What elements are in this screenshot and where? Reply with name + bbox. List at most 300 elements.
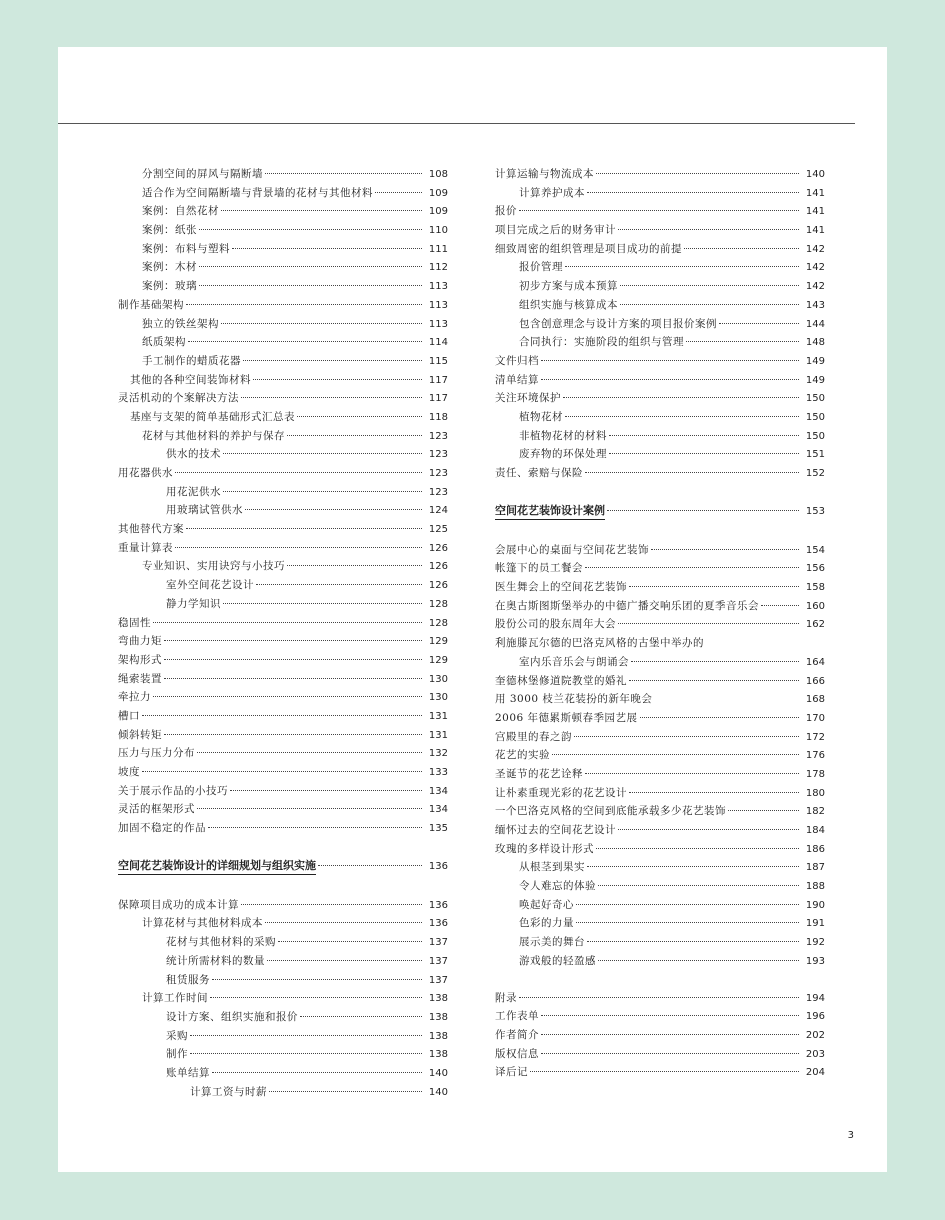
toc-leader-dots — [300, 1016, 422, 1017]
toc-page-number: 132 — [428, 748, 448, 760]
toc-entry[interactable] — [495, 258, 825, 277]
toc-entry[interactable] — [495, 240, 825, 259]
toc-entry[interactable] — [495, 427, 825, 446]
toc-entry-title: 适合作为空间隔断墙与背景墙的花材与其他材料 — [142, 186, 373, 199]
toc-entry[interactable] — [118, 277, 448, 296]
toc-entry[interactable] — [495, 802, 825, 821]
toc-leader-dots — [164, 734, 422, 735]
toc-entry[interactable] — [495, 389, 825, 408]
toc-entry[interactable] — [495, 296, 825, 315]
toc-leader-dots — [585, 773, 799, 774]
toc-entry[interactable] — [495, 352, 825, 371]
toc-entry[interactable] — [495, 1007, 825, 1026]
toc-entry[interactable] — [495, 333, 825, 352]
toc-page-number: 156 — [805, 563, 825, 575]
toc-entry[interactable] — [495, 464, 825, 483]
toc-entry-title: 压力与压力分布 — [118, 747, 195, 760]
toc-page-number: 151 — [805, 449, 825, 461]
toc-entry[interactable] — [495, 184, 825, 203]
toc-leader-dots — [212, 979, 422, 980]
toc-page-number: 114 — [428, 337, 448, 349]
toc-entry-title: 设计方案、组织实施和报价 — [166, 1010, 298, 1023]
toc-page-number: 154 — [805, 544, 825, 556]
toc-leader-dots — [609, 435, 799, 436]
toc-entry-title: 专业知识、实用诀窍与小技巧 — [142, 560, 285, 573]
toc-entry[interactable] — [495, 559, 825, 578]
toc-page-number: 126 — [428, 561, 448, 573]
toc-leader-dots — [620, 304, 799, 305]
toc-entry[interactable] — [495, 445, 825, 464]
toc-entry-title: 初步方案与成本预算 — [519, 280, 618, 293]
toc-page-number: 187 — [805, 862, 825, 874]
toc-page-number: 148 — [805, 337, 825, 349]
toc-leader-dots — [596, 848, 799, 849]
toc-page-number: 204 — [805, 1067, 825, 1079]
toc-leader-dots — [552, 754, 799, 755]
toc-entry[interactable] — [118, 408, 448, 427]
toc-leader-dots — [574, 736, 799, 737]
toc-entry[interactable] — [495, 914, 825, 933]
toc-entry[interactable] — [118, 464, 448, 483]
toc-entry-title: 玫瑰的多样设计形式 — [495, 842, 594, 855]
toc-entry-title: 用 3000 枝兰花装扮的新年晚会 — [495, 693, 653, 706]
toc-entry-title: 案例：木材 — [142, 261, 197, 274]
toc-spacer — [118, 838, 448, 856]
toc-page-number: 170 — [805, 712, 825, 724]
toc-page-number: 123 — [428, 449, 448, 461]
toc-leader-dots — [596, 173, 799, 174]
toc-page-number: 117 — [428, 374, 448, 386]
toc-leader-dots — [587, 192, 799, 193]
toc-entry-title: 色彩的力量 — [519, 917, 574, 930]
toc-leader-dots — [175, 472, 422, 473]
toc-page-number: 166 — [805, 675, 825, 687]
toc-entry[interactable] — [118, 501, 448, 520]
toc-entry-title: 圣诞节的花艺诠释 — [495, 767, 583, 780]
toc-entry-title: 室外空间花艺设计 — [166, 579, 254, 592]
toc-entry-title: 重量计算表 — [118, 541, 173, 554]
toc-page-number: 129 — [428, 654, 448, 666]
toc-leader-dots — [175, 547, 422, 548]
toc-leader-dots — [719, 323, 799, 324]
toc-leader-dots — [164, 659, 422, 660]
toc-section-heading[interactable] — [118, 856, 448, 878]
toc-leader-dots — [190, 1035, 422, 1036]
toc-entry[interactable] — [495, 765, 825, 784]
toc-leader-dots — [565, 416, 799, 417]
toc-entry[interactable] — [118, 520, 448, 539]
toc-leader-dots — [541, 1015, 799, 1016]
toc-entry-title: 用花泥供水 — [166, 485, 221, 498]
toc-entry[interactable] — [118, 651, 448, 670]
toc-entry-title: 缅怀过去的空间花艺设计 — [495, 824, 616, 836]
toc-entry[interactable] — [118, 1045, 448, 1064]
toc-entry-title: 花艺的实验 — [495, 749, 550, 762]
toc-leader-dots — [318, 865, 422, 866]
toc-page-number: 113 — [428, 281, 448, 293]
toc-entry[interactable] — [118, 914, 448, 933]
toc-leader-dots — [530, 1071, 799, 1072]
toc-page-number: 140 — [428, 1067, 448, 1079]
toc-leader-dots — [631, 661, 799, 662]
toc-page-number: 190 — [805, 899, 825, 911]
toc-leader-dots — [197, 808, 422, 809]
toc-entry[interactable] — [118, 1064, 448, 1083]
toc-entry[interactable] — [118, 333, 448, 352]
toc-page-number: 186 — [805, 843, 825, 855]
toc-entry[interactable] — [118, 688, 448, 707]
toc-entry-title: 分割空间的屏风与隔断墙 — [142, 168, 263, 180]
toc-leader-dots — [607, 510, 799, 511]
toc-entry-title: 空间花艺装饰设计案例 — [495, 503, 605, 520]
toc-entry-title: 计算养护成本 — [519, 186, 585, 199]
toc-page-number: 144 — [805, 318, 825, 330]
toc-entry-title: 灵活的框架形式 — [118, 803, 195, 816]
toc-entry[interactable] — [495, 952, 825, 971]
toc-entry[interactable] — [495, 597, 825, 616]
toc-page-number: 141 — [805, 225, 825, 237]
toc-entry[interactable] — [495, 1063, 825, 1082]
toc-leader-dots — [210, 997, 422, 998]
toc-spacer — [495, 523, 825, 541]
toc-leader-dots — [212, 1072, 422, 1073]
toc-leader-dots — [620, 285, 799, 286]
toc-entry[interactable] — [118, 240, 448, 259]
book-page — [58, 47, 887, 1172]
toc-entry-title: 统计所需材料的数量 — [166, 954, 265, 967]
toc-page-number: 193 — [805, 955, 825, 967]
toc-entry[interactable] — [118, 184, 448, 203]
toc-entry-title: 帐篷下的员工餐会 — [495, 562, 583, 575]
toc-leader-dots — [186, 528, 422, 529]
toc-entry-title: 附录 — [495, 991, 517, 1004]
toc-entry[interactable] — [118, 614, 448, 633]
toc-leader-dots — [223, 491, 422, 492]
toc-entry[interactable] — [118, 389, 448, 408]
toc-leader-dots — [241, 397, 422, 398]
toc-page-number: 129 — [428, 636, 448, 648]
toc-entry[interactable] — [495, 728, 825, 747]
toc-page-number: 138 — [428, 1030, 448, 1042]
toc-leader-dots — [208, 827, 422, 828]
toc-entry-title: 清单结算 — [495, 373, 539, 386]
toc-entry[interactable] — [118, 782, 448, 801]
toc-page-number: 192 — [805, 937, 825, 949]
toc-entry-title: 细致周密的组织管理是项目成功的前提 — [495, 242, 682, 255]
toc-entry-title: 计算运输与物流成本 — [495, 168, 594, 180]
toc-entry[interactable] — [118, 315, 448, 334]
toc-entry[interactable] — [495, 858, 825, 877]
toc-entry[interactable] — [118, 557, 448, 576]
toc-leader-dots — [232, 248, 422, 249]
toc-page-number: 142 — [805, 243, 825, 255]
toc-left-column — [118, 165, 448, 1101]
toc-entry[interactable] — [118, 539, 448, 558]
toc-leader-dots — [609, 453, 799, 454]
toc-entry[interactable] — [118, 296, 448, 315]
toc-entry[interactable] — [118, 800, 448, 819]
toc-entry[interactable] — [495, 840, 825, 859]
toc-leader-dots — [223, 453, 422, 454]
toc-page-number: 141 — [805, 206, 825, 218]
toc-entry-title: 包含创意理念与设计方案的项目报价案例 — [519, 317, 717, 330]
toc-entry-title: 花材与其他材料的采购 — [166, 936, 276, 949]
toc-entry[interactable] — [495, 690, 825, 709]
toc-leader-dots — [297, 416, 422, 417]
toc-leader-dots — [541, 1034, 799, 1035]
toc-spacer — [495, 971, 825, 989]
toc-entry-title: 2006 年德累斯顿春季园艺展 — [495, 711, 638, 724]
toc-entry[interactable] — [495, 784, 825, 803]
toc-leader-dots — [587, 866, 799, 867]
toc-page-number: 130 — [428, 673, 448, 685]
toc-leader-dots — [265, 173, 422, 174]
toc-page-number: 142 — [805, 262, 825, 274]
toc-entry[interactable] — [118, 952, 448, 971]
toc-page-number: 172 — [805, 731, 825, 743]
toc-leader-dots — [585, 472, 799, 473]
toc-entry-title: 版权信息 — [495, 1047, 539, 1060]
toc-entry-title: 在奥古斯图斯堡举办的中德广播交响乐团的夏季音乐会 — [495, 599, 759, 612]
toc-entry[interactable] — [495, 989, 825, 1008]
toc-page-number: 111 — [428, 243, 448, 255]
toc-leader-dots — [585, 567, 799, 568]
toc-entry[interactable] — [118, 595, 448, 614]
page-number: 3 — [847, 1130, 854, 1141]
toc-leader-dots — [256, 584, 422, 585]
toc-entry[interactable] — [118, 427, 448, 446]
toc-leader-dots — [684, 248, 799, 249]
toc-entry-title: 游戏般的轻盈感 — [519, 954, 596, 967]
toc-entry-title: 账单结算 — [166, 1066, 210, 1079]
toc-entry[interactable] — [495, 746, 825, 765]
toc-page-number: 150 — [805, 393, 825, 405]
toc-page-number: 178 — [805, 768, 825, 780]
toc-leader-dots — [221, 323, 422, 324]
toc-leader-dots — [199, 266, 422, 267]
toc-page-number: 134 — [428, 804, 448, 816]
toc-entry[interactable] — [495, 541, 825, 560]
toc-entry-title: 灵活机动的个案解决方法 — [118, 392, 239, 405]
toc-leader-dots — [269, 1091, 422, 1092]
toc-right-column — [495, 165, 825, 1082]
toc-entry-title: 作者简介 — [495, 1028, 539, 1041]
toc-entry[interactable] — [118, 971, 448, 990]
toc-entry[interactable] — [118, 445, 448, 464]
toc-entry[interactable] — [495, 896, 825, 915]
toc-page-number: 137 — [428, 974, 448, 986]
toc-leader-dots — [618, 829, 799, 830]
toc-page-number: 108 — [428, 169, 448, 180]
toc-page-number: 168 — [805, 694, 825, 706]
toc-entry-title: 制作基础架构 — [118, 298, 184, 311]
toc-entry[interactable] — [495, 408, 825, 427]
toc-entry-title: 医生舞会上的空间花艺装饰 — [495, 581, 627, 594]
toc-page-number: 131 — [428, 710, 448, 722]
toc-entry-title: 报价 — [495, 205, 517, 218]
toc-entry[interactable] — [118, 483, 448, 502]
toc-entry[interactable] — [118, 1008, 448, 1027]
toc-leader-dots — [761, 605, 799, 606]
toc-entry[interactable] — [118, 221, 448, 240]
toc-entry[interactable] — [118, 576, 448, 595]
toc-entry-title: 其他替代方案 — [118, 523, 184, 536]
toc-entry-title: 倾斜转矩 — [118, 728, 162, 741]
toc-entry[interactable] — [495, 709, 825, 728]
toc-entry-title: 计算工资与时薪 — [190, 1085, 267, 1098]
toc-entry-title: 译后记 — [495, 1066, 528, 1079]
toc-leader-dots — [651, 549, 799, 550]
toc-page-number: 138 — [428, 993, 448, 1005]
toc-entry-title: 关注环境保护 — [495, 392, 561, 405]
toc-page-number: 176 — [805, 750, 825, 762]
toc-leader-dots — [267, 960, 422, 961]
toc-entry-title: 股份公司的股东周年大会 — [495, 618, 616, 631]
toc-page-number: 160 — [805, 600, 825, 612]
toc-page-number: 164 — [805, 656, 825, 668]
toc-leader-dots — [142, 771, 422, 772]
toc-leader-dots — [197, 752, 422, 753]
toc-entry[interactable] — [118, 744, 448, 763]
toc-leader-dots — [153, 696, 422, 697]
toc-entry[interactable] — [118, 933, 448, 952]
toc-page-number: 135 — [428, 823, 448, 835]
toc-entry[interactable] — [495, 165, 825, 184]
toc-leader-dots — [188, 341, 422, 342]
toc-entry-title: 架构形式 — [118, 653, 162, 666]
toc-entry-title: 案例：纸张 — [142, 224, 197, 237]
toc-leader-dots — [598, 885, 799, 886]
toc-entry[interactable] — [118, 819, 448, 838]
toc-entry-title: 纸质架构 — [142, 336, 186, 349]
toc-entry[interactable] — [495, 371, 825, 390]
toc-entry-title: 废弃物的环保处理 — [519, 448, 607, 461]
toc-entry-title: 计算花材与其他材料成本 — [142, 917, 263, 930]
toc-entry[interactable] — [495, 202, 825, 221]
toc-entry-title: 工作表单 — [495, 1010, 539, 1023]
toc-page-number: 112 — [428, 262, 448, 274]
toc-page-number: 150 — [805, 411, 825, 423]
toc-entry[interactable] — [118, 896, 448, 915]
toc-entry[interactable] — [118, 1027, 448, 1046]
toc-entry-title: 租赁服务 — [166, 973, 210, 986]
toc-page-number: 109 — [428, 206, 448, 218]
toc-leader-dots — [142, 715, 422, 716]
toc-entry[interactable] — [118, 707, 448, 726]
toc-entry[interactable] — [495, 877, 825, 896]
toc-entry-title: 稳固性 — [118, 616, 151, 629]
toc-entry-title: 奎德林堡修道院教堂的婚礼 — [495, 674, 627, 687]
toc-entry-title: 宫殿里的春之韵 — [495, 730, 572, 743]
toc-entry-title: 案例：玻璃 — [142, 280, 197, 293]
toc-page-number: 162 — [805, 619, 825, 631]
toc-entry-title: 报价管理 — [519, 261, 563, 274]
toc-page-number: 141 — [805, 187, 825, 199]
toc-entry[interactable] — [495, 821, 825, 840]
toc-entry[interactable] — [495, 653, 825, 672]
toc-spacer — [495, 483, 825, 501]
toc-page-number: 142 — [805, 281, 825, 293]
toc-entry-title: 唤起好奇心 — [519, 898, 574, 911]
toc-leader-dots — [618, 623, 799, 624]
toc-leader-dots — [563, 397, 799, 398]
toc-leader-dots — [186, 304, 422, 305]
toc-entry[interactable] — [495, 672, 825, 691]
toc-page-number: 202 — [805, 1029, 825, 1041]
toc-page-number: 140 — [805, 169, 825, 180]
toc-entry[interactable] — [118, 202, 448, 221]
toc-leader-dots — [576, 922, 799, 923]
toc-leader-dots — [190, 1053, 422, 1054]
toc-entry-title: 手工制作的蜡质花器 — [142, 354, 241, 367]
toc-entry[interactable] — [118, 763, 448, 782]
toc-entry[interactable] — [118, 258, 448, 277]
toc-entry-title: 案例：布料与塑料 — [142, 242, 230, 255]
toc-entry[interactable] — [118, 989, 448, 1008]
toc-entry[interactable] — [495, 634, 825, 653]
toc-entry[interactable] — [495, 933, 825, 952]
toc-entry-title: 制作 — [166, 1048, 188, 1061]
toc-page-number: 118 — [428, 411, 448, 423]
toc-entry[interactable] — [495, 315, 825, 334]
toc-entry[interactable] — [495, 578, 825, 597]
toc-entry[interactable] — [118, 371, 448, 390]
toc-page-number: 194 — [805, 992, 825, 1004]
toc-page-number: 203 — [805, 1048, 825, 1060]
toc-page-number: 126 — [428, 542, 448, 554]
toc-entry[interactable] — [118, 726, 448, 745]
header-rule — [58, 123, 855, 124]
toc-page-number: 188 — [805, 881, 825, 893]
toc-entry[interactable] — [495, 615, 825, 634]
toc-leader-dots — [223, 603, 422, 604]
toc-page-number: 131 — [428, 729, 448, 741]
toc-entry[interactable] — [118, 165, 448, 184]
toc-entry[interactable] — [118, 352, 448, 371]
toc-page-number: 196 — [805, 1011, 825, 1023]
toc-entry[interactable] — [495, 1045, 825, 1064]
toc-page-number: 109 — [428, 187, 448, 199]
toc-entry[interactable] — [118, 1083, 448, 1102]
toc-entry-title: 静力学知识 — [166, 597, 221, 610]
toc-leader-dots — [541, 379, 799, 380]
toc-entry-title: 采购 — [166, 1029, 188, 1042]
toc-entry-title: 牵拉力 — [118, 691, 151, 704]
toc-entry[interactable] — [495, 221, 825, 240]
toc-page-number: 113 — [428, 299, 448, 311]
toc-page-number: 138 — [428, 1011, 448, 1023]
toc-page-number: 128 — [428, 598, 448, 610]
toc-entry[interactable] — [495, 1026, 825, 1045]
toc-entry[interactable] — [118, 670, 448, 689]
toc-entry-title: 基座与支架的简单基础形式汇总表 — [130, 410, 295, 423]
toc-page-number: 113 — [428, 318, 448, 330]
toc-leader-dots — [576, 904, 799, 905]
toc-page-number: 136 — [428, 918, 448, 930]
toc-page-number: 158 — [805, 582, 825, 594]
toc-section-heading[interactable] — [495, 501, 825, 523]
toc-entry-title: 植物花材 — [519, 410, 563, 423]
toc-leader-dots — [541, 360, 799, 361]
toc-page-number: 123 — [428, 430, 448, 442]
toc-entry[interactable] — [118, 632, 448, 651]
toc-page-number: 133 — [428, 767, 448, 778]
toc-page-number: 117 — [428, 393, 448, 405]
toc-entry[interactable] — [495, 277, 825, 296]
toc-leader-dots — [640, 717, 799, 718]
toc-entry-title: 槽口 — [118, 709, 140, 722]
toc-entry-title: 花材与其他材料的养护与保存 — [142, 429, 285, 442]
